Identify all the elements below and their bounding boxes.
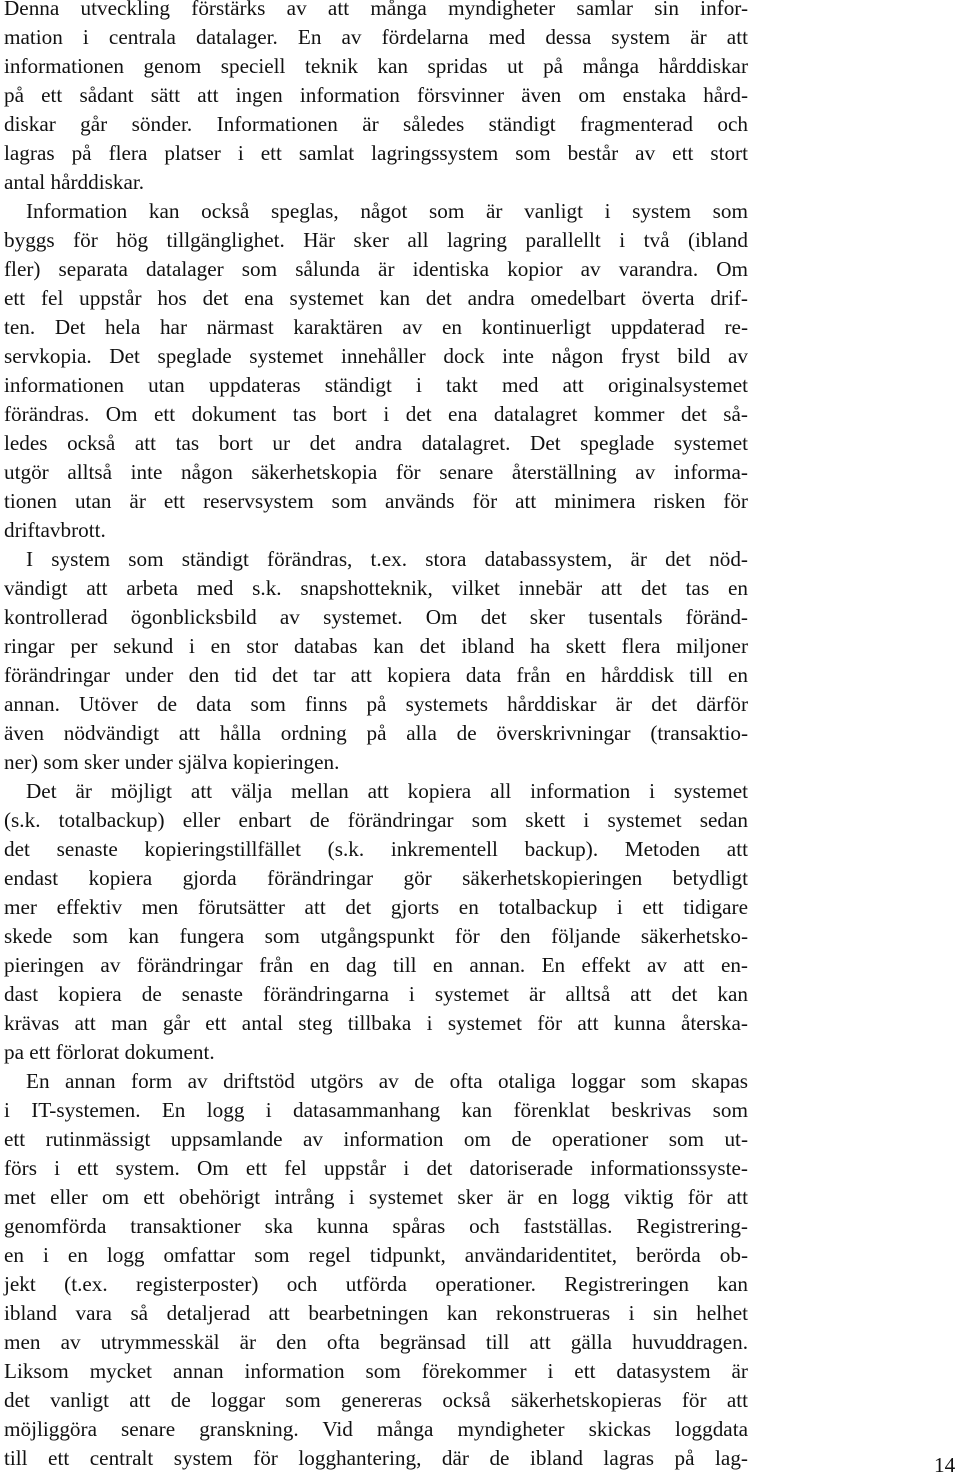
text-line: annan. Utöver de data som finns på systemets hårddiskar är det därför [4, 692, 748, 716]
text-line: det vanligt att de loggar som genereras också säkerhetskopieras för att [4, 1388, 748, 1412]
text-line: ner) som sker under själva kopieringen. [4, 750, 340, 774]
text-line: ledes också att tas bort ur det andra datalagret. Det speglade systemet [4, 431, 748, 455]
text-line: I system som ständigt förändras, t.ex. stora databassystem, är det nöd- [26, 547, 748, 571]
paragraph [4, 545, 748, 777]
text-line: jekt (t.ex. registerposter) och utförda operationer. Registreringen kan [4, 1272, 748, 1296]
text-line: ibland vara så detaljerad att bearbetningen kan rekonstrueras i sin helhet [4, 1301, 748, 1325]
text-line: skede som kan fungera som utgångspunkt för den följande säkerhetsko- [4, 924, 748, 948]
text-line: till ett centralt system för logghantering, där de ibland lagras på lag- [4, 1446, 748, 1470]
paragraph [4, 0, 748, 197]
text-line: dast kopiera de senaste förändringarna i systemet är alltså att det kan [4, 982, 748, 1006]
text-line: lagras på flera platser i ett samlat lagringssystem som består av ett stort [4, 141, 748, 165]
text-line: endast kopiera gjorda förändringar gör säkerhetskopieringen betydligt [4, 866, 748, 890]
text-line: pa ett förlorat dokument. [4, 1040, 215, 1064]
text-line: utgör alltså inte någon säkerhetskopia för senare återställning av informa- [4, 460, 748, 484]
text-line: tionen utan är ett reservsystem som används för att minimera risken för [4, 489, 748, 513]
document-body [4, 0, 748, 1473]
text-line: mation i centrala datalager. En av fördelarna med dessa system är att [4, 25, 748, 49]
text-line: diskar går sönder. Informationen är således ständigt fragmenterad och [4, 112, 748, 136]
text-line: förs i ett system. Om ett fel uppstår i det datoriserade informationssyste- [4, 1156, 748, 1180]
text-line: En annan form av driftstöd utgörs av de ofta otaliga loggar som skapas [26, 1069, 748, 1093]
paragraph [4, 777, 748, 1067]
text-line: met eller om ett obehörigt intrång i systemet sker är en logg viktig för att [4, 1185, 748, 1209]
text-line: Liksom mycket annan information som förekommer i ett datasystem är [4, 1359, 748, 1383]
text-line: kontrollerad ögonblicksbild av systemet. Om det sker tusentals föränd- [4, 605, 748, 629]
text-line: informationen utan uppdateras ständigt i takt med att originalsystemet [4, 373, 748, 397]
text-line: byggs för hög tillgänglighet. Här sker all lagring parallellt i två (ibland [4, 228, 748, 252]
text-line: mer effektiv men förutsätter att det gjorts en totalbackup i ett tidigare [4, 895, 748, 919]
text-line: det senaste kopieringstillfället (s.k. inkrementell backup). Metoden att [4, 837, 748, 861]
text-line: en i en logg omfattar som regel tidpunkt, användaridentitet, berörda ob- [4, 1243, 748, 1267]
text-line: driftavbrott. [4, 518, 106, 542]
text-line: ten. Det hela har närmast karaktären av en kontinuerligt uppdaterad re- [4, 315, 748, 339]
text-line: krävas att man går ett antal steg tillbaka i systemet för att kunna återska- [4, 1011, 748, 1035]
text-line: vändigt att arbeta med s.k. snapshotteknik, vilket innebär att det tas en [4, 576, 748, 600]
text-line: Information kan också speglas, något som är vanligt i system som [26, 199, 748, 223]
text-line: ett rutinmässigt uppsamlande av information om de operationer som ut- [4, 1127, 748, 1151]
text-line: (s.k. totalbackup) eller enbart de förändringar som skett i systemet sedan [4, 808, 748, 832]
text-line: genomförda transaktioner ska kunna spåras och fastställas. Registrering- [4, 1214, 748, 1238]
text-line: antal hårddiskar. [4, 170, 145, 194]
text-line: Denna utveckling förstärks av att många myndigheter samlar sin infor- [4, 0, 748, 20]
text-line: fler) separata datalager som sålunda är identiska kopior av varandra. Om [4, 257, 748, 281]
text-line: ringar per sekund i en stor databas kan det ibland ha skett flera miljoner [4, 634, 748, 658]
text-line: på ett sådant sätt att ingen information försvinner även om enstaka hård- [4, 83, 748, 107]
text-line: möjliggöra senare granskning. Vid många myndigheter skickas loggdata [4, 1417, 748, 1441]
text-line: pieringen av förändringar från en dag till en annan. En effekt av att en- [4, 953, 748, 977]
text-line: informationen genom speciell teknik kan spridas ut på många hårddiskar [4, 54, 748, 78]
text-line: Det är möjligt att välja mellan att kopiera all information i systemet [26, 779, 748, 803]
page-number: 14 [934, 1453, 956, 1477]
paragraph [4, 1067, 748, 1473]
text-line: förändringar under den tid det tar att kopiera data från en hårddisk till en [4, 663, 748, 687]
text-line: förändras. Om ett dokument tas bort i det ena datalagret kommer det så- [4, 402, 748, 426]
text-line: ett fel uppstår hos det ena systemet kan det andra omedelbart överta drif- [4, 286, 748, 310]
paragraph [4, 197, 748, 545]
text-line: i IT-systemen. En logg i datasammanhang kan förenklat beskrivas som [4, 1098, 748, 1122]
text-line: även nödvändigt att hålla ordning på alla de överskrivningar (transaktio- [4, 721, 748, 745]
text-line: men av utrymmesskäl är den ofta begränsad till att gälla huvuddragen. [4, 1330, 748, 1354]
text-line: servkopia. Det speglade systemet innehåller dock inte någon fryst bild av [4, 344, 748, 368]
